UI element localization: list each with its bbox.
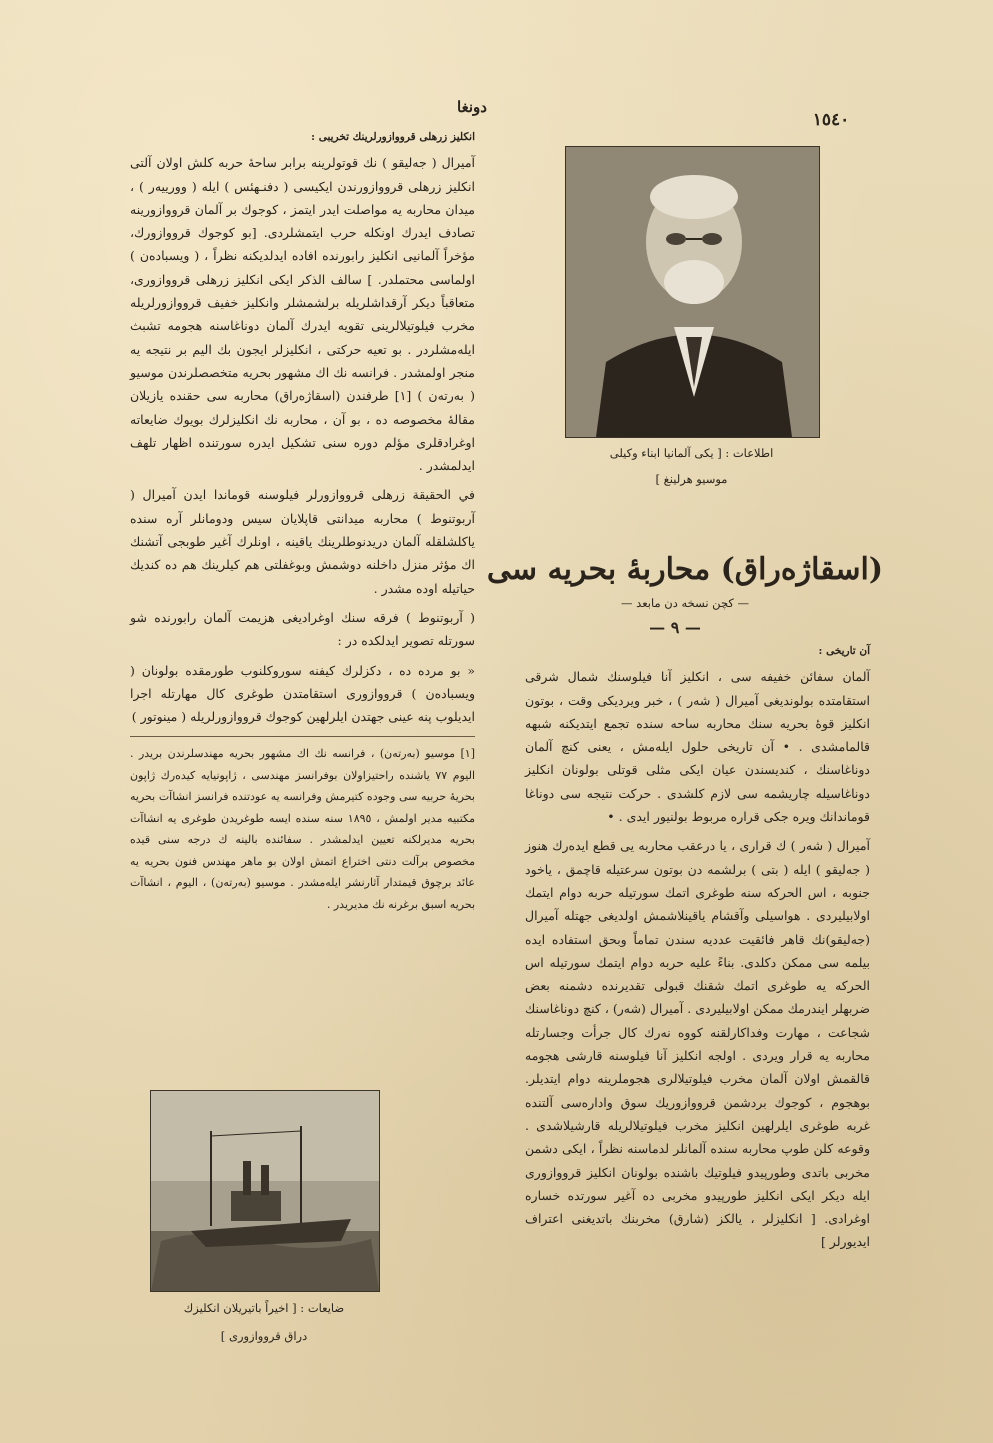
right-paragraph: آميرال ( شەر ) ك قرارى ، يا درعقب محاربه يى قطع ايدەرك هنوز ( جەليقو ) ايله ( بتى ) برلشمه دن بوتون سرعتيله قاچمق ، ياخود جنوبه ، اس الحركه سنه طوغرى اتمك سورتيله حربه دوام ايتمك اولابيليردى . هواسيلى وآقشام ياقينلاشمش اولديغى جهتله آميرال (جەليقو)نك قاهر فائقيت عدديه سندن تماماً وبحق استفاده ايده بيلمه سى ممكن دكلدى. بناءً عليه حربه دوام ايتمك سورتيله اس الحركه يه طوغرى اتمك شقنك قبولى تقديرنده دشمنه بعض ضربهلر ايندرمك ممكن اولابيليردى . آميرال (شەر) ، كنچ دوناغاسنك شجاعت ، مهارت وفداكارلقنه كووه نەرك كال جرأت وجسارتله محاربه يه قرار ويردى . اولجه انكليز آنا فيلوسنه قارشى هجومه قالقمش اولان آلمان مخرب فيلوتيلالرى هجوملرينه دوام ايتديلر. بوهجوم ، كوجوك بردشمن قرووازوريك سوق وادارەسى آلتنده غربه طوغرى ايلرلهين انكليز مخرب فيلوتيلالريله قارشيلاشدى . وقوعه كلن طوپ محاربه سنده آلمانلر لدماسنه نظراً ، ايكى دشمن مخربى باتدى وطورپيدو فيلوتيك باشنده بولونان انكليز قرووازورى ايله ديكر ايكى انكليز طورپيدو مخربى ده آغير سورتده خساره اوغرادى. [ انكليزلر ، يالكز (شارق) مخربنك باتديغنى اعتراف ايديورلر ] [525,838,870,1250]
left-column [130,126,475,915]
portrait-photo [565,146,820,438]
ship-caption [150,1294,378,1350]
right-paragraph: آلمان سفائن خفيفه سى ، انكليز آنا فيلوسنك شمال شرقى استقامتده بولونديغى آميرال ( شەر ) ، خبر ويرديكى وقت ، بوتون انكليز قوهٔ بحريه سنك محاربه ساحه سنده تجمع ايتديكنه شبهه قالمامشدى . • آن تاريخى حلول ايلەمش ، يعنى كنچ آلمان دوناغاسنك ، كنديسندن عيان ايكى مثلى قوتلى بولونان انكليز دوناغاسيله چاريشمه سى لازم كلشدى . حركت نتيجه سى دوناغا قوماندانك ويره جكى قراره مربوط بولنيور ايدى . • [525,669,870,825]
left-paragraph: في الحقيقة زرهلى قرووازورلر فيلوسنه قوماندا ايدن آميرال ( آربوتنوط ) محاربه ميدانتى قاپلايان سيس ودومانلر آره سنده ياكلشلقله آلمان دريدنوطلرينك ياقينه ، اونلرك آغير طوبجى آتشنك اك مؤثر منزل داخلنه دوشمش وبوغفلتى هم كيلرينك هم ده كنديك حياتيله اوده مشدر . [130,487,475,596]
footnote: [١] موسيو (بەرتەن) ، فرانسه نك اك مشهور بحريه مهندسلرندن بريدر . اليوم ٧٧ ياشنده راحتيزاولان بوفرانسز مهندسى ، ژاپونيايه كيدەرك ژاپون بحريهٔ حربيه سى وجوده كتيرمش وفرانسه يه عودتنده فرانسز انشاآت بحريه مكتبيه مدير اولمش ، ١٨٩٥ سنه سنده ايسه طوغريدن طوغرى يه انشاآت بحريه مديرلكنه تعيين ايدلمشدر . سفائنده بالينه ك درجه سنى قيده مخصوص برآلت دنتى اختراع اتمش اولان بو ماهر مهندس فنون بحريه يه عائد برچوق قيمتدار آثارنشر ايلەمشدر . موسيو (بەرتەن) ، اليوم ، انشاآت بحريه اسبق برغرنه نك مديريدر . [130,736,475,915]
ship-photo [150,1090,380,1292]
left-paragraph: « بو مرده ده ، دكزلرك كيفنه سوروكلنوب طورمقده بولونان ( ويسبادەن ) قرووازورى استقامتدن طوغرى كال مهارتله اجرا ايديلوب پنه عينى جهتدن ايلرلهين كوجوك قرووازورلريله ( مينوتور ) [130,662,475,725]
ship-image [151,1091,379,1291]
portrait-caption-line2: موسيو هرلينغ ] [655,472,728,486]
portrait-caption-line1: اطلاعات : [ يكى آلمانيا ابناء وكيلى [609,446,774,460]
right-column [525,640,870,1260]
article-subtitle: — كچن نسخه دن مابعد — [621,596,749,610]
article-title: (اسقاژەراق) محاربهٔ بحريه سى [486,552,884,587]
ship-caption-line1: ضايعات : [ اخيراً باتيريلان انكليزك [183,1301,345,1315]
left-subhead: انكليز زرهلى قرووازورلرينك تخريبى : [311,131,475,143]
left-paragraph: آميرال ( جەليقو ) نك قوتولرينه برابر ساحهٔ حربه كلش اولان آلتى انكليز زرهلى قرووازورندن ايكيسى ( دفنـهئس ) ايله ( وورييەر ) ، ميدان محاربه يه مواصلت ايدر ايتمز ، كوجوك بر آلمان قرووازورينه تصادف ايدرك اونكله حرب ايتمشلردى. [بو كوجوك قرووازورك، مؤخراً آلمانيى انكليز رابورنده افاده ايدلديكنه نظراً ، ( ويسبادەن ) اولماسى محتملدر. ] سالف الذكر ايكى انكليز زرهلى قرووازورى، متعاقباً ديكر آرقداشلريله برلشمشلر وانكليز خفيف قرووازورلريله مخرب فيلوتيلالرينى تقويه ايدرك آلمان دوناغاسنه هجومه تشبث ايلەمشلردر . بو تعيه حركتى ، انكليزلر ايجون بك اليم بر نتيجه يه منجر اولمشدر . فرانسه نك اك مشهور بحريه متخصصلرندن موسيو ( بەرتەن ) [١] طرفندن (اسقاژەراق) محاربه سى حقنده يازيلان مقالهٔ مخصوصه ده ، بو آن ، محاربه نك انكليزلرك بويوك ضايعاته اوغرادقلرى مؤلم دوره سنى تشكيل ايدره سورتنده اظهار تلهف ايدلمشدر . [130,155,475,474]
portrait-caption [565,440,818,492]
page-header-title: دونغا [457,98,487,116]
article-number: — ٩ — [649,618,701,637]
portrait-image [566,147,819,437]
ship-caption-line2: دراق قرووازورى ] [220,1329,308,1343]
page-number: ١٥٤٠ [812,110,850,130]
right-subhead: آن تاريخى : [818,645,870,657]
left-paragraph: ( آربوتنوط ) فرقه سنك اوغراديغى هزيمت آلمان رابورنده شو سورتله تصوير ايدلكده در : [130,609,475,649]
